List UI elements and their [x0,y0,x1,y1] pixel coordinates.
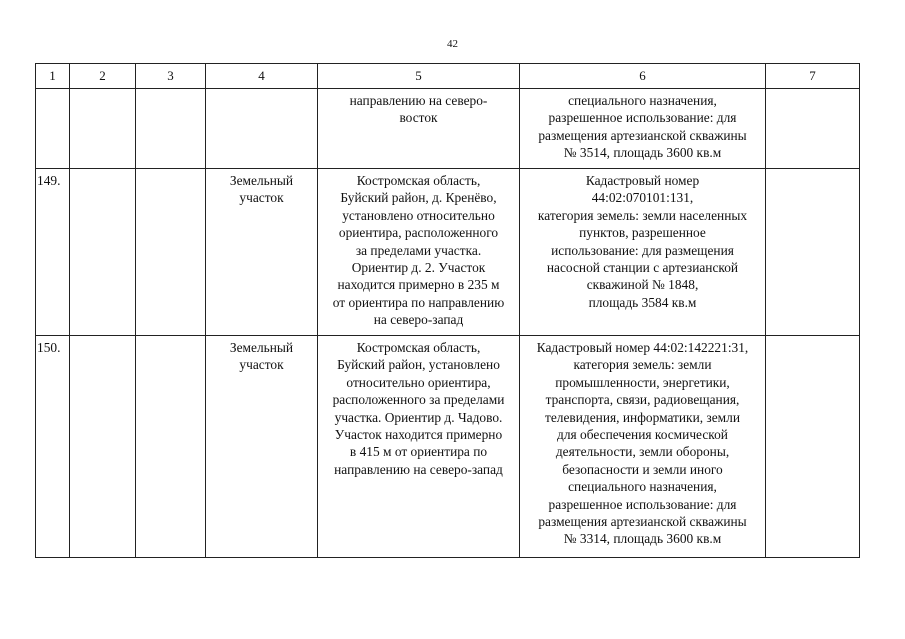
description-cell: Кадастровый номер 44:02:142221:31, категория земель: земли промышленности, энергетики, транспорта, связи, радиовещания, телевидения, информатики, земли для обеспечения космической деятельности, земли обороны, безопасности и земли иного специального назначения, разрешенное использование: для размещения артезианской скважины № 3314, площадь 3600 кв.м [520,336,766,558]
header-cell: 6 [520,64,766,89]
land-plots-table [35,63,860,558]
row-number-cell: 149. [36,169,70,336]
table-row [36,89,860,169]
header-cell: 3 [136,64,206,89]
location-cell: Костромская область, Буйский район, установлено относительно ориентира, расположенного за пределами участка. Ориентир д. Чадово. Участок находится примерно в 415 м от ориентира по направлению на северо-запад [318,336,520,558]
table-row [36,336,860,558]
location-cell: направлению на северо- восток [318,89,520,169]
type-cell: Земельный участок [206,336,318,558]
table-header-row [36,64,860,89]
row-number-cell: 150. [36,336,70,558]
table-row [36,169,860,336]
col2-cell [70,336,136,558]
col7-cell [766,336,860,558]
col3-cell [136,89,206,169]
row-number-cell [36,89,70,169]
col2-cell [70,89,136,169]
header-cell: 5 [318,64,520,89]
location-cell: Костромская область, Буйский район, д. Кренёво, установлено относительно ориентира, расположенного за пределами участка. Ориентир д. 2. Участок находится примерно в 235 м от ориентира по направлению на северо-запад [318,169,520,336]
header-cell: 2 [70,64,136,89]
col7-cell [766,89,860,169]
type-cell: Земельный участок [206,169,318,336]
header-cell: 4 [206,64,318,89]
header-cell: 7 [766,64,860,89]
col7-cell [766,169,860,336]
header-cell: 1 [36,64,70,89]
page-number: 42 [447,38,458,50]
description-cell: специального назначения, разрешенное использование: для размещения артезианской скважины № 3514, площадь 3600 кв.м [520,89,766,169]
col2-cell [70,169,136,336]
description-cell: Кадастровый номер 44:02:070101:131, категория земель: земли населенных пунктов, разрешенное использование: для размещения насосной станции с артезианской скважиной № 1848, площадь 3584 кв.м [520,169,766,336]
col3-cell [136,336,206,558]
col3-cell [136,169,206,336]
type-cell [206,89,318,169]
